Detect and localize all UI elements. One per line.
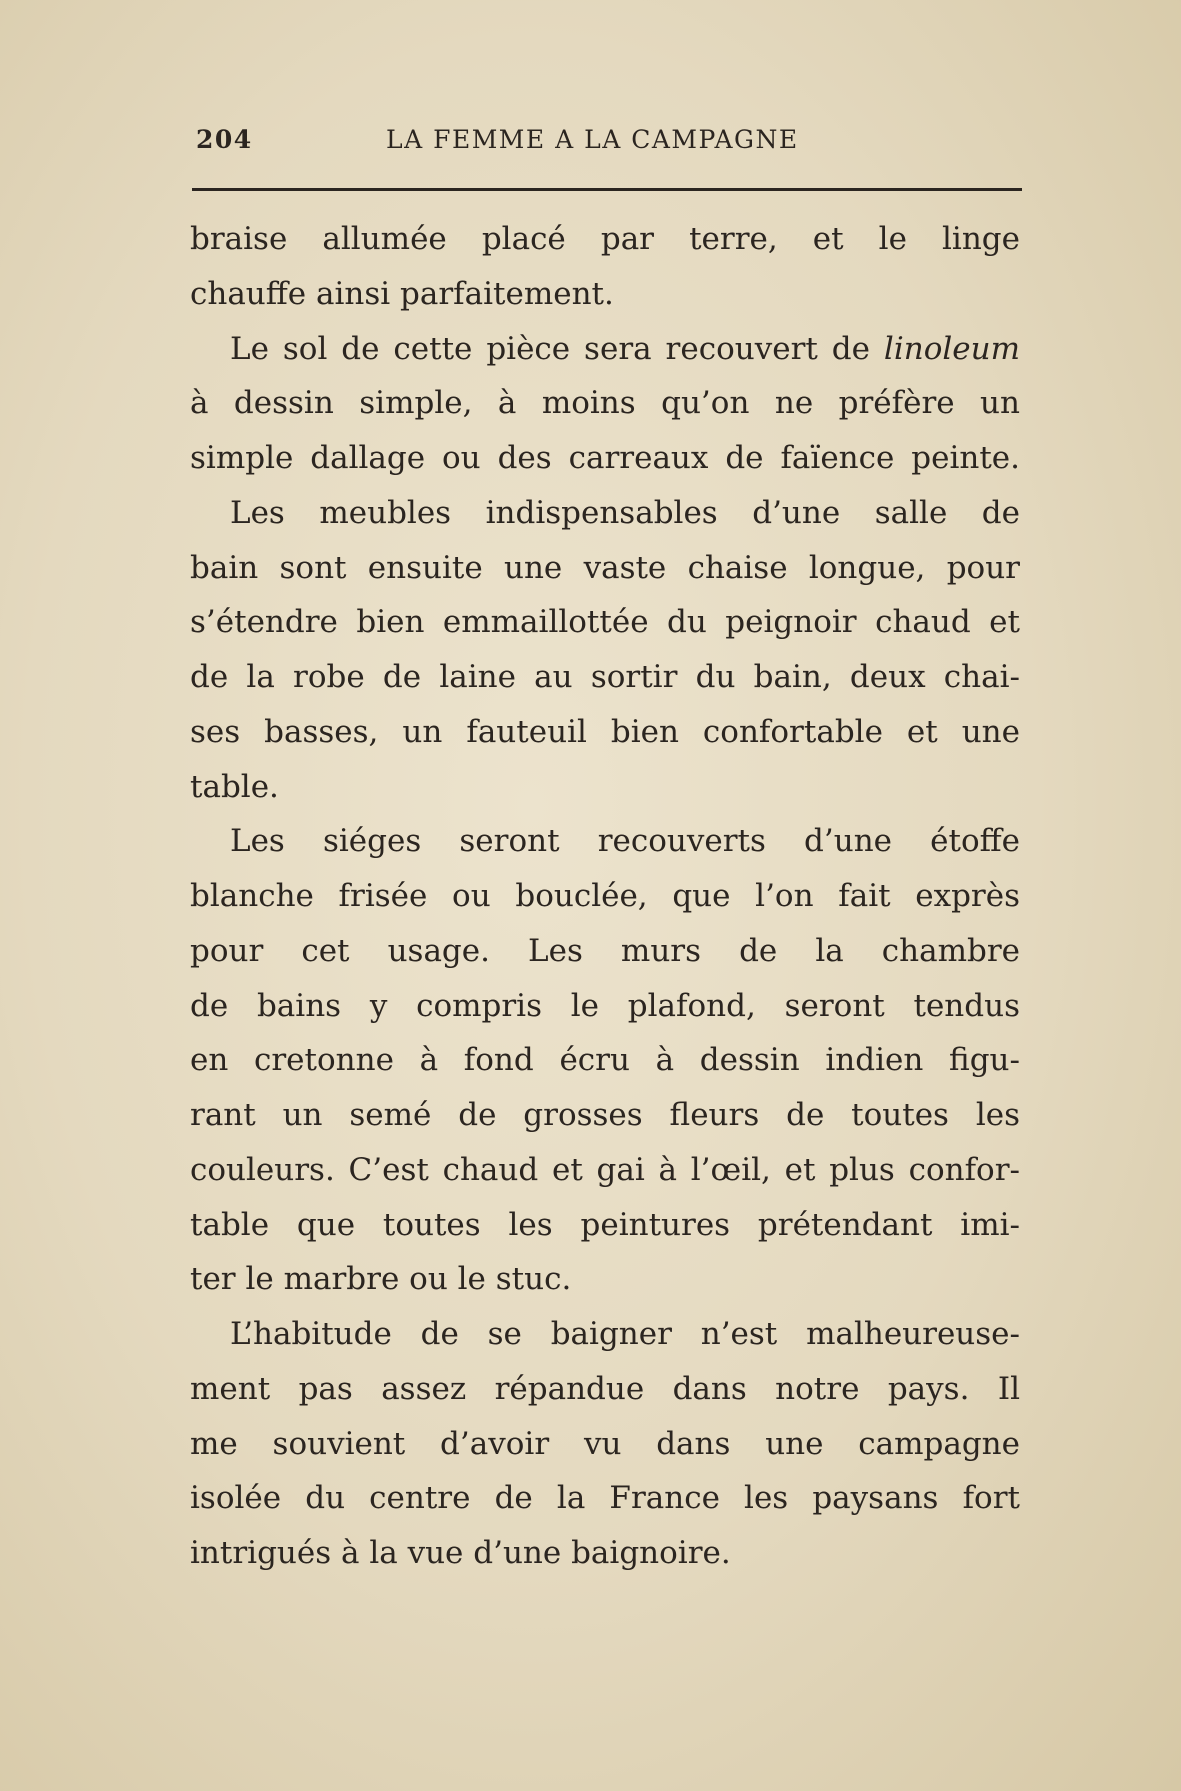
header-rule	[192, 188, 1022, 191]
text-line	[190, 1362, 1020, 1417]
text-segment: intrigués à la vue d’une baignoire.	[190, 1535, 731, 1571]
text-segment: blanche frisée ou bouclée, que l’on fait exprès	[190, 878, 1020, 914]
text-segment: en cretonne à fond écru à dessin indien figu-	[190, 1042, 1020, 1079]
text-segment: ment pas assez répandue dans notre pays. Il	[190, 1370, 1020, 1407]
text-line	[190, 1252, 1020, 1307]
text-line	[190, 1471, 1020, 1526]
text-segment: à dessin simple, à moins qu’on ne préfère un	[190, 385, 1020, 422]
page-number: 204	[196, 125, 253, 154]
text-line	[190, 322, 1020, 377]
text-segment: me souvient d’avoir vu dans une campagne	[190, 1425, 1020, 1462]
text-segment: s’étendre bien emmaillottée du peignoir chaud et	[190, 604, 1020, 641]
text-line	[190, 595, 1020, 650]
text-line	[190, 1033, 1020, 1088]
text-line	[190, 376, 1020, 431]
text-segment: simple dallage ou des carreaux de faïence peinte.	[190, 440, 1020, 476]
text-segment: table.	[190, 768, 279, 805]
text-line	[190, 924, 1020, 979]
text-line	[190, 267, 1020, 322]
text-segment: chauffe ainsi parfaitement.	[190, 275, 614, 312]
text-line	[190, 212, 1020, 267]
text-segment: de la robe de laine au sortir du bain, deux chai-	[190, 659, 1020, 695]
text-line	[190, 431, 1020, 486]
text-line	[190, 979, 1020, 1034]
text-line	[190, 1417, 1020, 1472]
text-segment: L’habitude de se baigner n’est malheureuse-	[230, 1316, 1020, 1352]
body-text	[190, 212, 1020, 1581]
text-line	[190, 486, 1020, 541]
text-segment: braise allumée placé par terre, et le linge	[190, 221, 1020, 257]
text-segment: ter le marbre ou le stuc.	[190, 1261, 572, 1298]
text-segment: couleurs. C’est chaud et gai à l’œil, et plus confor-	[190, 1151, 1020, 1188]
page-header	[196, 125, 1021, 165]
text-segment: isolée du centre de la France les paysans fort	[190, 1480, 1020, 1517]
text-segment: pour cet usage. Les murs de la chambre	[190, 932, 1020, 969]
text-line	[190, 814, 1020, 869]
text-line	[190, 760, 1020, 815]
text-segment: de bains y compris le plafond, seront tendus	[190, 987, 1020, 1024]
text-line	[190, 705, 1020, 760]
italic-text: linoleum	[883, 330, 1020, 367]
text-segment: ses basses, un fauteuil bien confortable et une	[190, 713, 1020, 750]
text-segment: bain sont ensuite une vaste chaise longue, pour	[190, 549, 1020, 586]
text-segment: rant un semé de grosses fleurs de toutes les	[190, 1097, 1020, 1133]
text-segment: table que toutes les peintures prétendant imi-	[190, 1206, 1020, 1243]
text-line	[190, 650, 1020, 705]
text-line	[190, 1143, 1020, 1198]
text-segment: Les siéges seront recouverts d’une étoffe	[230, 823, 1020, 860]
text-segment: Les meubles indispensables d’une salle de	[230, 494, 1020, 531]
text-line	[190, 1088, 1020, 1143]
text-line	[190, 1307, 1020, 1362]
text-line	[190, 869, 1020, 924]
text-line	[190, 541, 1020, 596]
running-title: LA FEMME A LA CAMPAGNE	[386, 125, 799, 154]
text-segment: Le sol de cette pièce sera recouvert de	[230, 330, 884, 367]
text-line	[190, 1526, 1020, 1581]
text-line	[190, 1198, 1020, 1253]
